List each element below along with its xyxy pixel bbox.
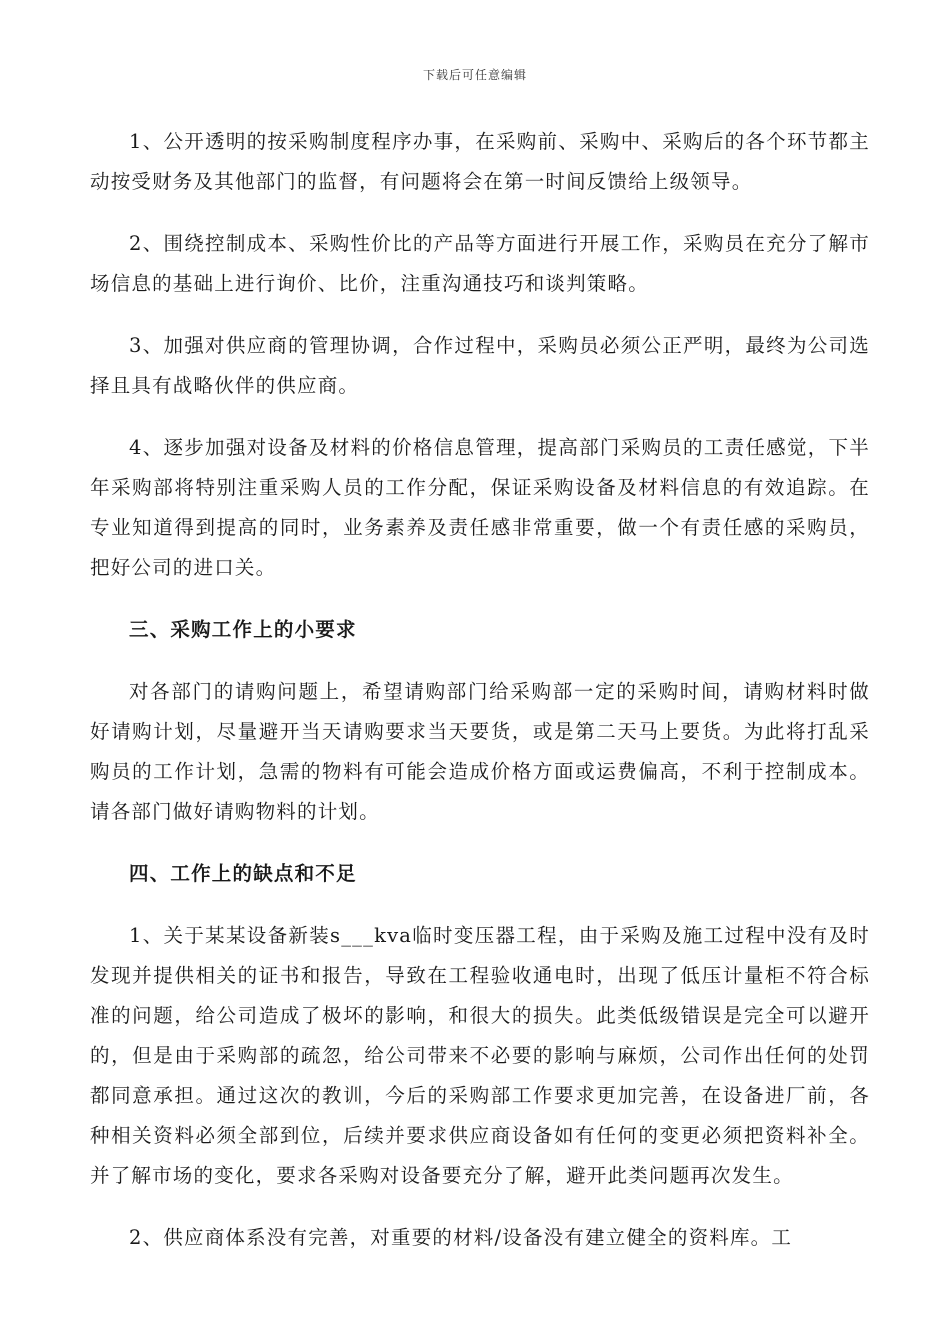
paragraph-7: 2、供应商体系没有完善，对重要的材料/设备没有建立健全的资料库。工	[129, 1226, 793, 1249]
paragraph-6: 1、关于某某设备新装s___kva临时变压器工程，由于采购及施工过程中没有及时发现并提供相关的证书和报告，导致在工程验收通电时，出现了低压计量柜不符合标准的问题，给公司造成了极坏的影响，和很大的损失。此类低级错误是完全可以避开的，但是由于采购部的疏忽，给公司带来不必要的影响与麻烦，公司作出任何的处罚都同意承担。通过这次的教训，今后的采购部工作要求更加完善，在设备进厂前，各种相关资料必须全部到位，后续并要求供应商设备如有任何的变更必须把资料补全。并了解市场的变化，要求各采购对设备要充分了解，避开此类问题再次发生。	[90, 924, 870, 1187]
page-header-note: 下载后可任意编辑	[422, 68, 527, 82]
paragraph-1: 1、公开透明的按采购制度程序办事，在采购前、采购中、采购后的各个环节都主动按受财务及其他部门的监督，有问题将会在第一时间反馈给上级领导。	[90, 130, 870, 193]
section-heading-4: 四、工作上的缺点和不足	[129, 862, 357, 885]
paragraph-5: 对各部门的请购问题上，希望请购部门给采购部一定的采购时间，请购材料时做好请购计划，尽量避开当天请购要求当天要货，或是第二天马上要货。为此将打乱采购员的工作计划，急需的物料有可能会造成价格方面或运费偏高，不利于控制成本。请各部门做好请购物料的计划。	[90, 680, 870, 823]
document-body	[90, 122, 870, 1280]
paragraph-4: 4、逐步加强对设备及材料的价格信息管理，提高部门采购员的工责任感觉，下半年采购部将特别注重采购人员的工作分配，保证采购设备及材料信息的有效追踪。在专业知道得到提高的同时，业务素养及责任感非常重要，做一个有责任感的采购员，把好公司的进口关。	[90, 436, 870, 579]
paragraph-2: 2、围绕控制成本、采购性价比的产品等方面进行开展工作，采购员在充分了解市场信息的基础上进行询价、比价，注重沟通技巧和谈判策略。	[90, 232, 870, 295]
section-heading-3: 三、采购工作上的小要求	[129, 618, 357, 641]
paragraph-3: 3、加强对供应商的管理协调，合作过程中，采购员必须公正严明，最终为公司选择且具有战略伙伴的供应商。	[90, 334, 870, 397]
